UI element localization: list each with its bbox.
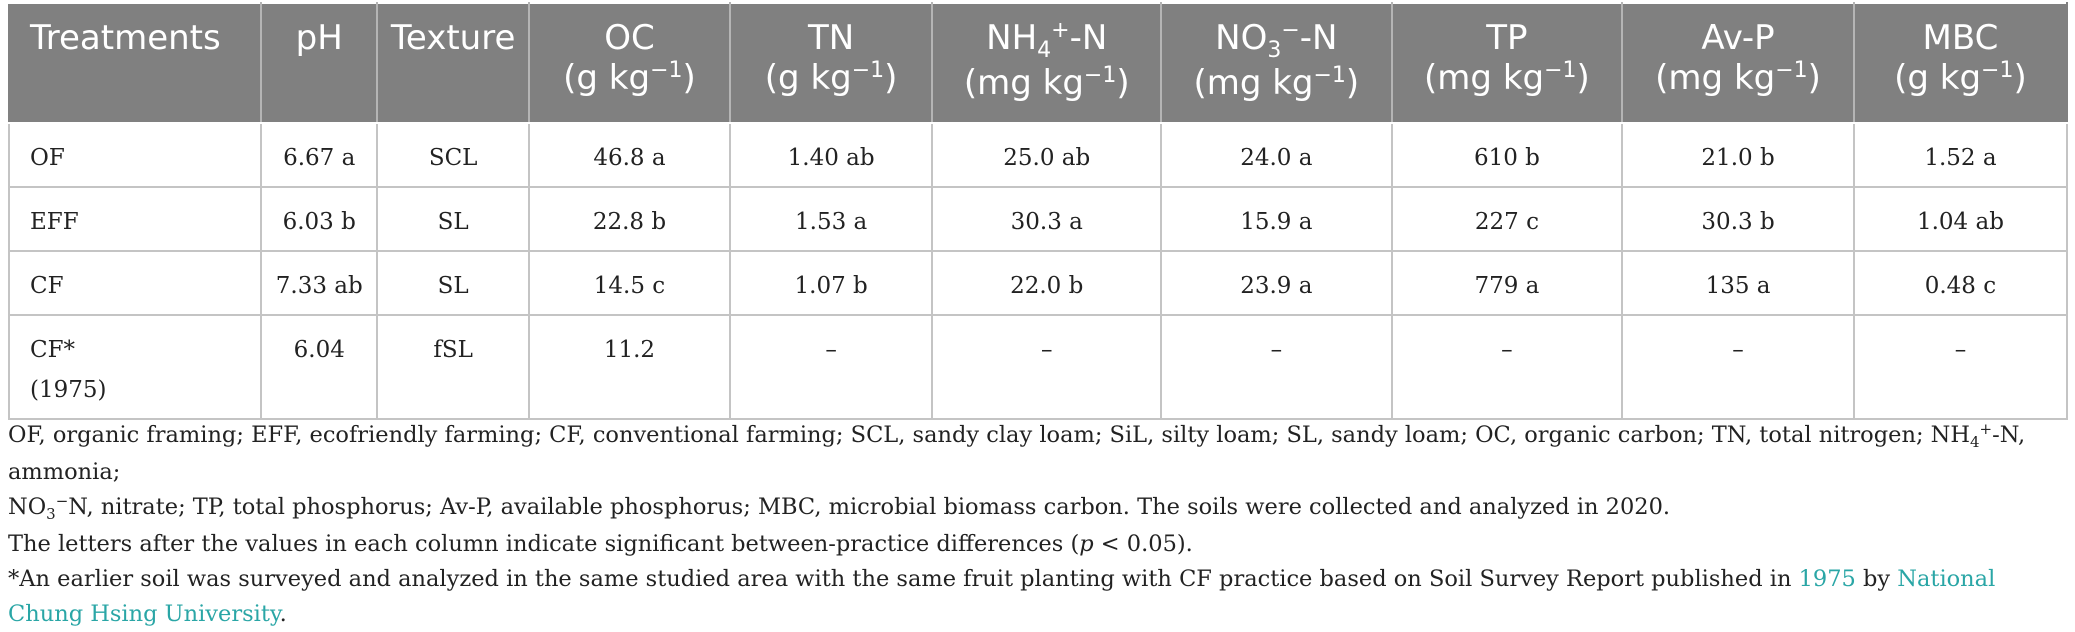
footnote-significance: The letters after the values in each column indicate significant between-practice differences (p < 0.05). <box>8 531 1193 557</box>
header-treatments: Treatments <box>9 3 261 123</box>
header-tp: TP (mg $kg^{-1}$) <box>1392 3 1623 123</box>
treatment-year: (1975) <box>30 377 107 403</box>
cell-mbc: – <box>1854 315 2067 419</box>
cell-treatment: OF <box>9 123 261 187</box>
cell-nh4-n: 25.0 ab <box>932 123 1161 187</box>
cell-ph: 6.04 <box>261 315 377 419</box>
table-row <box>9 315 2067 419</box>
cell-av-p: – <box>1622 315 1854 419</box>
cell-oc: 46.8 a <box>529 123 730 187</box>
cell-tn: 1.40 ab <box>730 123 933 187</box>
cell-mbc: 1.52 a <box>1854 123 2067 187</box>
cell-texture: SCL <box>377 123 529 187</box>
cell-tp: – <box>1392 315 1623 419</box>
header-mbc: MBC (g $kg^{-1}$) <box>1854 3 2067 123</box>
table-row <box>9 187 2067 251</box>
table-row <box>9 251 2067 315</box>
cell-treatment: EFF <box>9 187 261 251</box>
cell-texture: SL <box>377 251 529 315</box>
cell-mbc: 1.04 ab <box>1854 187 2067 251</box>
cell-av-p: 21.0 b <box>1622 123 1854 187</box>
cell-treatment <box>9 315 261 419</box>
cell-nh4-n: 22.0 b <box>932 251 1161 315</box>
cell-no3-n: 24.0 a <box>1161 123 1392 187</box>
cell-nh4-n: 30.3 a <box>932 187 1161 251</box>
table-footnotes <box>8 418 2068 632</box>
cell-tn: 1.53 a <box>730 187 933 251</box>
cell-ph: 6.67 a <box>261 123 377 187</box>
soil-properties-table <box>8 2 2068 420</box>
cell-oc: 14.5 c <box>529 251 730 315</box>
cell-no3-n: 23.9 a <box>1161 251 1392 315</box>
cell-tn: 1.07 b <box>730 251 933 315</box>
header-av-p: Av-P (mg $kg^{-1}$) <box>1622 3 1854 123</box>
table-header-row <box>9 3 2067 123</box>
header-tn: TN (g $kg^{-1}$) <box>730 3 933 123</box>
cell-texture: fSL <box>377 315 529 419</box>
header-oc: OC (g $kg^{-1}$) <box>529 3 730 123</box>
footnote-abbreviations: OF, organic framing; EFF, ecofriendly farming; CF, conventional farming; SCL, sandy clay loam; SiL, silty loam; SL, sandy loam; OC, organic carbon; TN, total nitrogen; $NH_4^+-N$, ammonia; $NO_3^-N$, nitrate; TP, total phosphorus; Av-P, available phosphorus; MBC, microbial biomass carbon. The soils were collected and analyzed in 2020. <box>8 420 2026 523</box>
cell-ph: 6.03 b <box>261 187 377 251</box>
cell-tp: 779 a <box>1392 251 1623 315</box>
cell-ph: 7.33 ab <box>261 251 377 315</box>
cell-treatment: CF <box>9 251 261 315</box>
cell-nh4-n: – <box>932 315 1161 419</box>
header-ph: pH <box>261 3 377 123</box>
cell-oc: 22.8 b <box>529 187 730 251</box>
cell-texture: SL <box>377 187 529 251</box>
header-no3-n: $NO_3^--N$ (mg $kg^{-1}$) <box>1161 3 1392 123</box>
cell-tp: 227 c <box>1392 187 1623 251</box>
nchu-link[interactable]: National Chung Hsing University <box>8 566 1996 627</box>
treatment-label: CF* <box>30 337 76 363</box>
cell-av-p: 135 a <box>1622 251 1854 315</box>
cell-no3-n: 15.9 a <box>1161 187 1392 251</box>
cell-tn: – <box>730 315 933 419</box>
header-texture: Texture <box>377 3 529 123</box>
cell-mbc: 0.48 c <box>1854 251 2067 315</box>
cell-oc: 11.2 <box>529 315 730 419</box>
cell-no3-n: – <box>1161 315 1392 419</box>
footnote-earlier-survey: *An earlier soil was surveyed and analyzed in the same studied area with the same fruit planting with CF practice based on Soil Survey Report published in 1975 by National Chung Hsing University. <box>8 566 1996 627</box>
cell-tp: 610 b <box>1392 123 1623 187</box>
header-nh4-n: $NH_4^+-N$ (mg $kg^{-1}$) <box>932 3 1161 123</box>
year-1975-link[interactable]: 1975 <box>1798 566 1856 592</box>
cell-av-p: 30.3 b <box>1622 187 1854 251</box>
table-row <box>9 123 2067 187</box>
